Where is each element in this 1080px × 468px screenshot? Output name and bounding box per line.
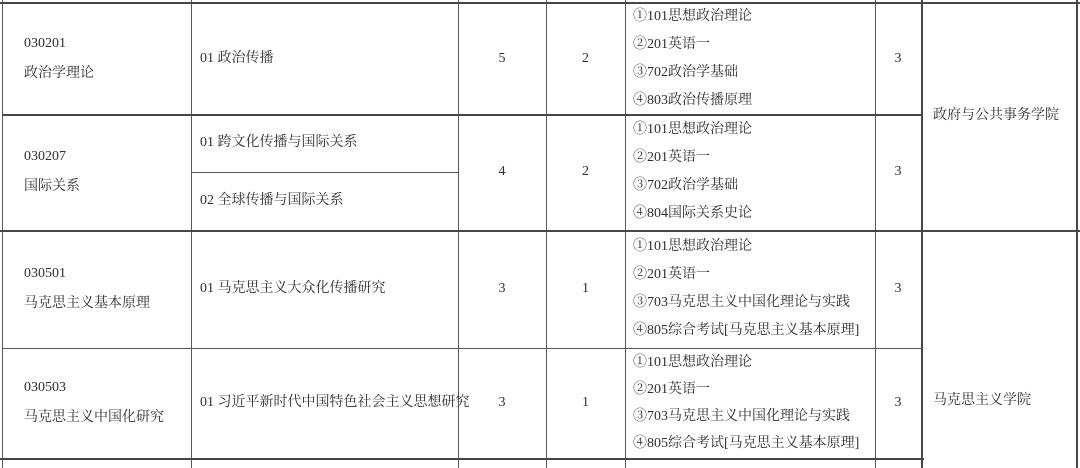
- direction-cell: [191, 2, 458, 115]
- program-code: 030207: [24, 149, 66, 164]
- program-name: 政治学理论: [24, 65, 94, 81]
- study-years: 3: [894, 164, 902, 179]
- enroll-count-cell: [458, 348, 546, 458]
- exam-subject: ③702政治学基础: [633, 178, 738, 193]
- program-cell: [2, 230, 191, 348]
- exempt-count: 2: [582, 164, 589, 179]
- study-years-cell: [875, 230, 921, 348]
- direction-cell: [191, 172, 458, 230]
- exam-subject: ②201英语一: [633, 150, 710, 165]
- study-years-cell: [875, 2, 921, 115]
- study-years-cell: [875, 348, 921, 458]
- exam-subject: ①101思想政治理论: [633, 355, 752, 370]
- college-cell: [923, 2, 1076, 230]
- exam-subjects-cell: [625, 2, 875, 115]
- exam-subject: ③702政治学基础: [633, 64, 738, 80]
- exam-subject: ②201英语一: [633, 382, 710, 397]
- direction-label: 01 跨文化传播与国际关系: [200, 135, 358, 150]
- exam-subject: ③703马克思主义中国化理论与实践: [633, 295, 850, 310]
- table-border: [1076, 0, 1078, 468]
- exam-subjects-cell: [625, 348, 875, 458]
- enroll-count: 3: [498, 281, 506, 296]
- program-name: 马克思主义基本原理: [24, 296, 150, 311]
- college-name: 马克思主义学院: [933, 393, 1031, 408]
- study-years-cell: [875, 114, 921, 230]
- enroll-count-cell: [458, 2, 546, 115]
- direction-label: 01 政治传播: [200, 50, 274, 66]
- exam-subject: ②201英语一: [633, 267, 710, 282]
- exam-subject: ③703马克思主义中国化理论与实践: [633, 409, 850, 424]
- direction-label: 01 习近平新时代中国特色社会主义思想研究: [200, 395, 470, 410]
- study-years: 3: [894, 395, 902, 410]
- program-cell: [2, 2, 191, 115]
- exam-subjects-cell: [625, 114, 875, 230]
- program-name: 马克思主义中国化研究: [24, 410, 164, 425]
- exempt-count-cell: [546, 2, 625, 115]
- direction-cell: [191, 348, 470, 458]
- exempt-count: 1: [582, 281, 589, 296]
- exempt-count: 2: [582, 50, 589, 66]
- table-border: [0, 458, 924, 460]
- exempt-count-cell: [546, 114, 625, 230]
- enroll-count: 5: [498, 50, 506, 66]
- program-cell: [2, 348, 191, 458]
- study-years: 3: [894, 281, 902, 296]
- exam-subjects-cell: [625, 230, 875, 348]
- exempt-count-cell: [546, 230, 625, 348]
- program-cell: [2, 114, 191, 230]
- exam-subject: ①101思想政治理论: [633, 239, 752, 254]
- program-code: 030201: [24, 35, 66, 51]
- study-years: 3: [894, 50, 902, 66]
- exam-subject: ④805综合考试[马克思主义基本原理]: [633, 436, 860, 451]
- enroll-count: 4: [498, 164, 506, 179]
- exam-subject: ④803政治传播原理: [633, 92, 752, 108]
- exam-subject: ①101思想政治理论: [633, 122, 752, 137]
- direction-cell: [191, 114, 458, 172]
- program-name: 国际关系: [24, 179, 80, 194]
- program-code: 030501: [24, 266, 66, 281]
- exam-subject: ②201英语一: [633, 36, 710, 52]
- exam-subject: ④805综合考试[马克思主义基本原理]: [633, 323, 860, 338]
- exempt-count-cell: [546, 348, 625, 458]
- program-code: 030503: [24, 380, 66, 395]
- college-cell: [923, 230, 1076, 468]
- college-name: 政府与公共事务学院: [933, 108, 1059, 123]
- direction-label: 02 全球传播与国际关系: [200, 193, 344, 208]
- exam-subject: ①101思想政治理论: [633, 8, 752, 24]
- enroll-count-cell: [458, 114, 546, 230]
- exam-subject: ④804国际关系史论: [633, 206, 752, 221]
- exempt-count: 1: [582, 395, 589, 410]
- enroll-count-cell: [458, 230, 546, 348]
- enroll-count: 3: [498, 395, 506, 410]
- direction-cell: [191, 230, 458, 348]
- direction-label: 01 马克思主义大众化传播研究: [200, 281, 386, 296]
